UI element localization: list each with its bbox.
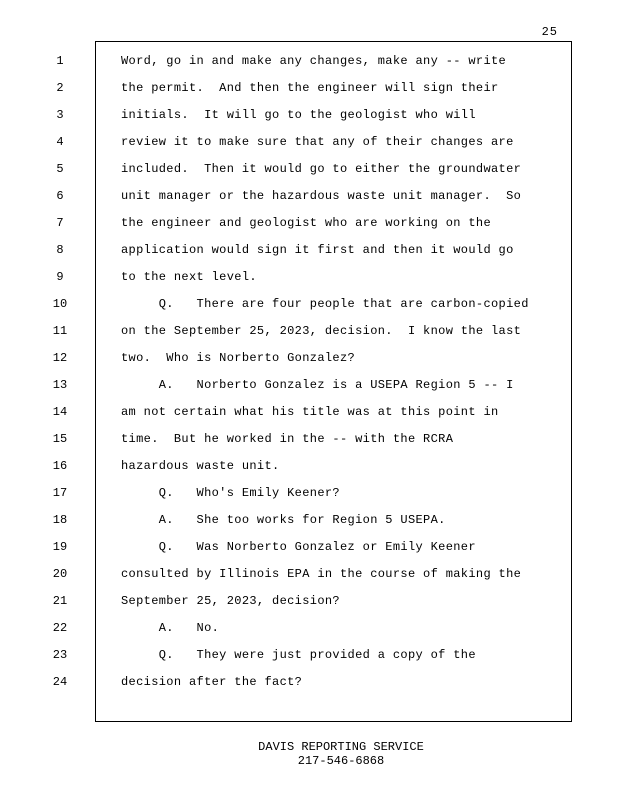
- reporter-company: DAVIS REPORTING SERVICE: [258, 740, 424, 754]
- line-number: 6: [56, 189, 64, 203]
- transcript-line: hazardous waste unit.: [121, 459, 280, 473]
- transcript-line: Q. Who's Emily Keener?: [121, 486, 340, 500]
- line-number: 3: [56, 108, 64, 122]
- line-number: 14: [52, 405, 68, 419]
- reporter-phone: 217-546-6868: [297, 754, 385, 768]
- line-number: 4: [56, 135, 64, 149]
- transcript-line: on the September 25, 2023, decision. I know the last: [121, 324, 522, 338]
- line-number: 15: [52, 432, 68, 446]
- transcript-line: A. She too works for Region 5 USEPA.: [121, 513, 446, 527]
- line-number: 10: [52, 297, 68, 311]
- line-number: 2: [56, 81, 64, 95]
- transcript-line: time. But he worked in the -- with the RCRA: [121, 432, 454, 446]
- transcript-line: review it to make sure that any of their changes are: [121, 135, 514, 149]
- transcript-line: Word, go in and make any changes, make any -- write: [121, 54, 507, 68]
- line-number: 20: [52, 567, 68, 581]
- transcript-line: application would sign it first and then it would go: [121, 243, 514, 257]
- line-number: 16: [52, 459, 68, 473]
- line-number: 7: [56, 216, 64, 230]
- line-number: 17: [52, 486, 68, 500]
- transcript-line: am not certain what his title was at this point in: [121, 405, 499, 419]
- transcript-line: September 25, 2023, decision?: [121, 594, 340, 608]
- page-number: 25: [541, 25, 558, 39]
- line-number-column: [40, 52, 80, 700]
- line-number: 8: [56, 243, 64, 257]
- transcript-line: A. Norberto Gonzalez is a USEPA Region 5 -- I: [121, 378, 514, 392]
- transcript-line: Q. They were just provided a copy of the: [121, 648, 476, 662]
- transcript-text: [121, 52, 566, 700]
- transcript-line: initials. It will go to the geologist who will: [121, 108, 476, 122]
- line-number: 21: [52, 594, 68, 608]
- transcript-line: unit manager or the hazardous waste unit manager. So: [121, 189, 522, 203]
- transcript-line: included. Then it would go to either the groundwater: [121, 162, 522, 176]
- line-number: 13: [52, 378, 68, 392]
- line-number: 1: [56, 54, 64, 68]
- transcript-line: Q. Was Norberto Gonzalez or Emily Keener: [121, 540, 476, 554]
- transcript-line: the permit. And then the engineer will sign their: [121, 81, 499, 95]
- transcript-line: Q. There are four people that are carbon-copied: [121, 297, 529, 311]
- line-number: 5: [56, 162, 64, 176]
- transcript-line: consulted by Illinois EPA in the course of making the: [121, 567, 522, 581]
- line-number: 12: [52, 351, 68, 365]
- reporter-footer: [0, 740, 618, 768]
- line-number: 11: [52, 324, 68, 338]
- line-number: 18: [52, 513, 68, 527]
- transcript-line: decision after the fact?: [121, 675, 303, 689]
- transcript-line: the engineer and geologist who are working on the: [121, 216, 492, 230]
- line-number: 19: [52, 540, 68, 554]
- transcript-line: to the next level.: [121, 270, 257, 284]
- line-number: 24: [52, 675, 68, 689]
- transcript-line: two. Who is Norberto Gonzalez?: [121, 351, 356, 365]
- line-number: 22: [52, 621, 68, 635]
- line-number: 9: [56, 270, 64, 284]
- line-number: 23: [52, 648, 68, 662]
- transcript-line: A. No.: [121, 621, 220, 635]
